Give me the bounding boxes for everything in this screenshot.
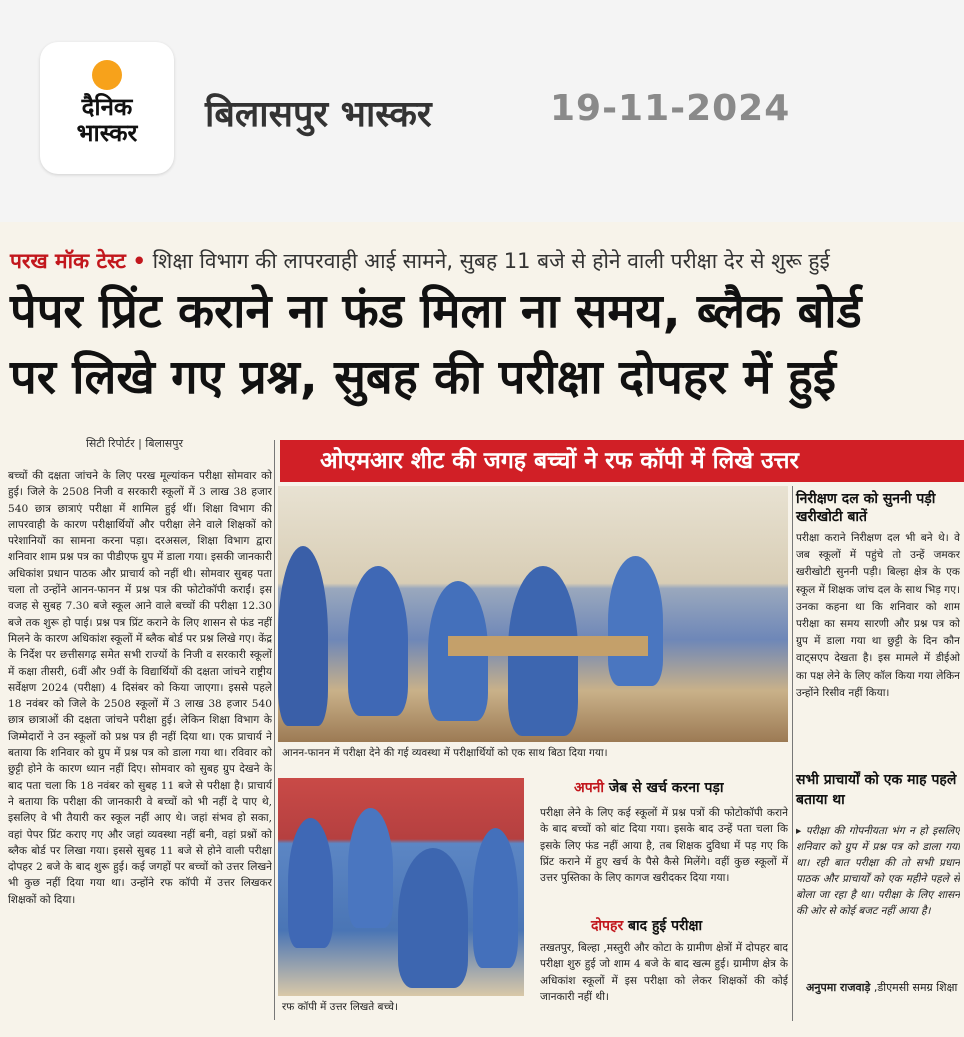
student-figure xyxy=(473,828,518,968)
student-figure xyxy=(398,848,468,988)
kicker-line xyxy=(10,247,830,275)
byline: सिटी रिपोर्टर | बिलासपुर xyxy=(86,437,183,450)
student-figure xyxy=(348,808,393,928)
article-body-column1 xyxy=(8,468,272,1018)
logo-text-line2: भास्कर xyxy=(76,119,138,147)
publication-name: बिलासपुर भास्कर xyxy=(205,94,432,135)
official-signature xyxy=(806,980,962,996)
subhead-expense-rest: जेब से खर्च करना पड़ा xyxy=(604,780,724,796)
column-divider xyxy=(274,440,275,1020)
official-name: अनुपमा राजवाड़े xyxy=(806,981,871,994)
dainik-bhaskar-logo[interactable] xyxy=(40,42,174,174)
student-figure xyxy=(278,546,328,726)
students-writing-photo xyxy=(278,778,524,996)
headline-line1: पेपर प्रिंट कराने ना फंड मिला ना समय, ब्लैक बोर्ड xyxy=(10,284,862,339)
article-body-mid2: तखतपुर, बिल्हा ,मस्तुरी और कोटा के ग्रामीण क्षेत्रों में दोपहर बाद परीक्षा शुरु हुई जो शाम 4 बजे के बाद खत्म हुई। ग्रामीण क्षेत्र के अधिकांश स्कूलों में इस परीक्षा को लेकर शिक्षकों की कोई जानकारी नहीं थी। xyxy=(540,942,788,1003)
headline-line2: पर लिखे गए प्रश्न, सुबह की परीक्षा दोपहर में हुई xyxy=(10,350,836,405)
logo-text-line1: दैनिक xyxy=(81,93,133,121)
column-divider xyxy=(792,486,793,1021)
app-header xyxy=(0,0,964,200)
section-banner: ओएमआर शीट की जगह बच्चों ने रफ कॉपी में लिखे उत्तर xyxy=(280,440,964,482)
photo-caption-2: रफ कॉपी में उत्तर लिखते बच्चे। xyxy=(282,1001,398,1013)
official-title: ,डीएमसी समग्र शिक्षा xyxy=(870,981,958,994)
desk xyxy=(448,636,648,656)
edition-date: 19-11-2024 xyxy=(550,88,791,129)
student-figure xyxy=(348,566,408,716)
right-body-1: परीक्षा कराने निरीक्षण दल भी बने थे। वे जब स्कूलों में पहुंचे तो उन्हें जमकर खरीखोटी सुननी पड़ी। बिल्हा क्षेत्र के एक स्कूल में शिक्षक जांच दल के साथ भिड़ गए। उनका कहना था कि शनिवार को शाम परीक्षा का समय सारणी और प्रश्न पत्र को ग्रुप में डाला गया था छुट्टी के दिन कौन वाट्सएप देखता है। इस मामले में डीईओ का पक्ष लेने के लिए कॉल किया गया लेकिन उन्होंने रिसीव नहीं किया। xyxy=(796,532,960,699)
subhead-afternoon-rest: बाद हुई परीक्षा xyxy=(623,918,703,934)
kicker-text: शिक्षा विभाग की लापरवाही आई सामने, सुबह 11 बजे से होने वाली परीक्षा देर से शुरू हुई xyxy=(152,249,830,273)
photo-caption-1: आनन-फानन में परीक्षा देने की गई व्यवस्था में परीक्षार्थियों को एक साथ बिठा दिया गया। xyxy=(282,747,608,759)
student-figure xyxy=(288,818,333,948)
kicker-bullet: • xyxy=(132,249,146,273)
article-body-mid1: परीक्षा लेने के लिए कई स्कूलों में प्रश्न पत्रों की फोटोकॉपी कराने के बाद बच्चों को बांट दिया गया। इसके बाद उन्हें पता चला कि इसके लिए फंड नहीं आया है, तब शिक्षक दुविधा में पड़ गए कि प्रिंट कराने में हुए खर्च के पैसे कैसे मिलेंगे। वहीं कुछ स्कूलों में उत्तर पुस्तिका के लिए कागज खरीदकर दिया गया। xyxy=(540,807,788,885)
right-body-2: ▸ परीक्षा की गोपनीयता भंग न हो इसलिए शनिवार को ग्रुप में प्रश्न पत्र को डाला गया था। रही बात परीक्षा की तो सभी प्रधान पाठक और प्राचार्यों को एक महीने पहले से बोला जा रहा है था। परीक्षा के लिए शासन की ओर से कोई बजट नहीं आया है। xyxy=(796,825,960,917)
right-subhead-2: सभी प्राचार्यों को एक माह पहले बताया था xyxy=(796,772,957,808)
subhead-expense xyxy=(574,778,724,797)
kicker-label: परख मॉक टेस्ट xyxy=(10,249,126,273)
subhead-afternoon-red: दोपहर xyxy=(591,918,624,934)
right-subhead-1: निरीक्षण दल को सुननी पड़ी खरीखोटी बातें xyxy=(796,491,936,525)
subhead-afternoon xyxy=(591,916,702,935)
subhead-expense-red: अपनी xyxy=(574,780,605,796)
sun-icon xyxy=(92,60,122,90)
student-figure xyxy=(608,556,663,686)
exam-hall-photo xyxy=(278,486,788,742)
article-body-text: बच्चों की दक्षता जांचने के लिए परख मूल्यांकन परीक्षा सोमवार को हुई। जिले के 2508 निजी व सरकारी स्कूलों में 3 लाख 38 हजार 540 छात्र छात्राएं परीक्षा में शामिल हुई थीं। शिक्षा विभाग की लापरवाही के कारण परीक्षार्थियों और परीक्षा लेने वाले शिक्षकों को परेशानियों का सामना करना पड़ा। दरअसल, शिक्षा विभाग द्वारा शनिवार शाम प्रश्न पत्र का पीडीएफ ग्रुप में डाला गया। इसकी जानकारी अधिकांश प्रधान पाठक और प्राचार्य को नहीं थी। सोमवार सुबह पता चला तो उन्होंने आनन-फानन में प्रश्न पत्र की फोटोकॉपी कराईं। इस वजह से सुबह 7.30 बजे स्कूल आने वाले बच्चों की परीक्षा 12.30 बजे तक शुरू हो पाई। प्रश्न पत्र प्रिंट कराने के लिए शासन से फंड नहीं मिलने के कारण अधिकांश स्कूलों में ब्लैक बोर्ड पर प्रश्न लिखे गए। केंद्र के निर्देश पर छत्तीसगढ़ समेत सभी राज्यों के निजी व सरकारी स्कूलों में कक्षा तीसरी, 6वीं और 9वीं के विद्यार्थियों की दक्षता जांचने राष्ट्रीय सर्वेक्षण 2024 (परीक्षा) 4 दिसंबर को किया जाएगा। इससे पहले 18 नवंबर को जिले के 2508 स्कूलों में 3 लाख 38 हजार 540 छात्र छात्राओं की दक्षता जांचने परीक्षा हुई। लेकिन शिक्षा विभाग के जिम्मेदारों ने उन स्कूलों को प्रश्न पत्र ही नहीं दिया था। एक प्राचार्य ने बताया कि शनिवार को ग्रुप में प्रश्न पत्र को डाला गया था। रविवार को छुट्टी होने के कारण ध्यान नहीं दिए। सोमवार को सुबह ग्रुप देखने के बाद पता चला कि 18 नवंबर को सुबह 11 बजे से परीक्षा है। प्राचार्य ने बताया कि परीक्षा की जानकारी वे बच्चों को भी नहीं दे पाए थे, इसलिए वे भी तैयारी कर स्कूल नहीं आए थे। जहां संभव हो सका, वहां पेपर प्रिंट कराए गए और जहां व्यवस्था नहीं बनी, वहां प्रश्नों को ब्लैक बोर्ड पर लिखा गया। इससे सुबह 11 बजे से होने वाली परीक्षा दोपहर 2 बजे के बाद शुरू हुई। कई जगहों पर बच्चों को उत्तर लिखने भी कुछ नहीं दिया गया था। उन्होंने रफ कॉपी में उत्तर लिखकर शिक्षकों को दिया। xyxy=(8,470,272,906)
window xyxy=(278,486,348,538)
